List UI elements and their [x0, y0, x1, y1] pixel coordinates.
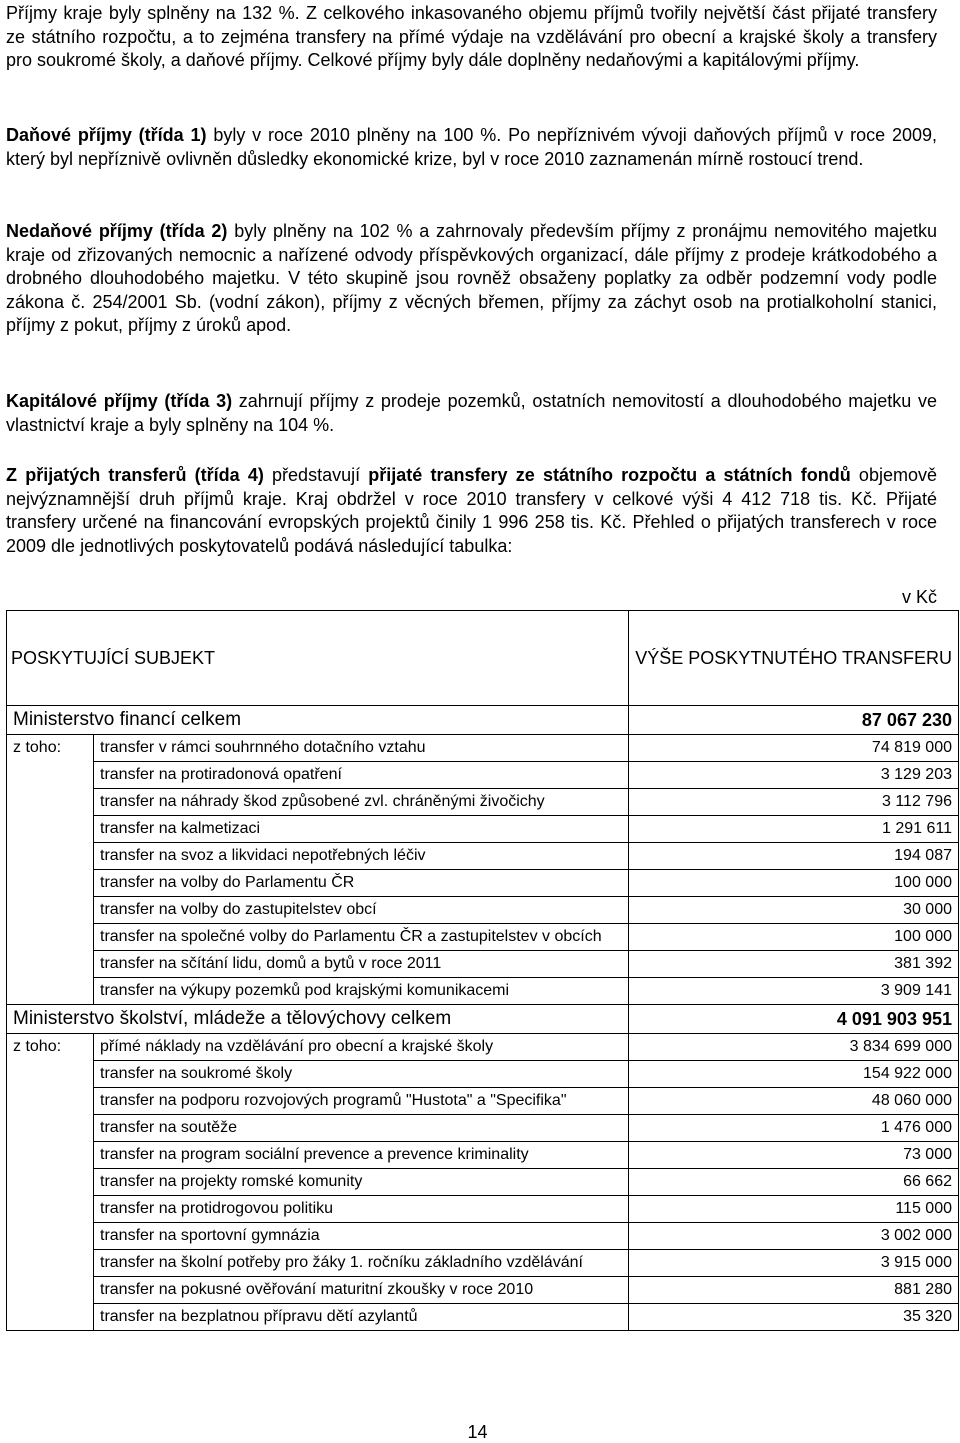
transfer-label: transfer na pokusné ověřování maturitní zkoušky v roce 2010	[94, 1277, 629, 1304]
tax-income-text: byly v roce 2010 plněny na 100 %. Po nepříznivém vývoji daňových příjmů v roce 2009, který byl nepříznivě ovlivněn důsledky ekonomické krize, byl v roce 2010 zaznamenán mírně rostoucí trend.	[6, 125, 937, 169]
group-total-row	[7, 706, 959, 735]
transfer-label: transfer na školní potřeby pro žáky 1. ročníku základního vzdělávání	[94, 1250, 629, 1277]
table-row	[7, 735, 959, 762]
group-name: Ministerstvo financí celkem	[7, 706, 629, 735]
transfer-label: transfer na náhrady škod způsobené zvl. chráněnými živočichy	[94, 789, 629, 816]
group-total-row	[7, 1005, 959, 1034]
transfer-amount: 3 834 699 000	[629, 1034, 959, 1061]
group-total: 87 067 230	[629, 706, 959, 735]
table-row	[7, 870, 959, 897]
transfer-amount: 3 915 000	[629, 1250, 959, 1277]
transfer-label: transfer na volby do Parlamentu ČR	[94, 870, 629, 897]
transfer-amount: 1 291 611	[629, 816, 959, 843]
currency-unit: v Kč	[901, 587, 937, 607]
transfers-table	[6, 610, 959, 1331]
transfer-amount: 66 662	[629, 1169, 959, 1196]
table-row	[7, 1223, 959, 1250]
z-toho-cell: z toho:	[7, 1034, 94, 1331]
tax-income-heading: Daňové příjmy (třída 1)	[6, 125, 207, 145]
transfer-label: transfer na bezplatnou přípravu dětí azylantů	[94, 1304, 629, 1331]
transfer-amount: 73 000	[629, 1142, 959, 1169]
nontax-income-text: byly plněny na 102 % a zahrnovaly především příjmy z pronájmu nemovitého majetku kraje od zřizovaných nemocnic a nařízené odvody příspěvkových organizací, dále příjmy z prodeje krátkodobého a drobného dlouhodobého majetku. V této skupině jsou rovněž obsaženy poplatky za odběr podzemní vody podle zákona č. 254/2001 Sb. (vodní zákon), příjmy z věcných břemen, příjmy za záchyt osob na protialkoholní stanici, příjmy z pokut, příjmy z úroků apod.	[6, 221, 937, 335]
transfer-label: transfer na sportovní gymnázia	[94, 1223, 629, 1250]
transfer-label: transfer na projekty romské komunity	[94, 1169, 629, 1196]
transfer-label: transfer na program sociální prevence a prevence kriminality	[94, 1142, 629, 1169]
table-row	[7, 843, 959, 870]
transfer-label: transfer na podporu rozvojových programů "Hustota" a "Specifika"	[94, 1088, 629, 1115]
transfer-label: přímé náklady na vzdělávání pro obecní a krajské školy	[94, 1034, 629, 1061]
table-row	[7, 1304, 959, 1331]
group-total: 4 091 903 951	[629, 1005, 959, 1034]
paragraph-nontax-income	[6, 220, 937, 338]
table-row	[7, 1088, 959, 1115]
table-header-row	[7, 611, 959, 706]
transfer-amount: 100 000	[629, 870, 959, 897]
transfers-text-mid: představují	[263, 465, 369, 485]
table-row	[7, 1115, 959, 1142]
paragraph-tax-income	[6, 124, 937, 171]
transfer-label: transfer v rámci souhrnného dotačního vztahu	[94, 735, 629, 762]
table-row	[7, 1169, 959, 1196]
transfer-amount: 3 129 203	[629, 762, 959, 789]
transfer-amount: 881 280	[629, 1277, 959, 1304]
z-toho-cell: z toho:	[7, 735, 94, 1005]
table-row	[7, 978, 959, 1005]
transfer-amount: 3 112 796	[629, 789, 959, 816]
table-row	[7, 1142, 959, 1169]
transfer-amount: 3 909 141	[629, 978, 959, 1005]
transfer-label: transfer na volby do zastupitelstev obcí	[94, 897, 629, 924]
transfer-label: transfer na protiradonová opatření	[94, 762, 629, 789]
paragraph-capital-income	[6, 390, 937, 437]
transfer-amount: 3 002 000	[629, 1223, 959, 1250]
table-row	[7, 1250, 959, 1277]
transfer-label: transfer na společné volby do Parlamentu ČR a zastupitelstev v obcích	[94, 924, 629, 951]
transfer-amount: 74 819 000	[629, 735, 959, 762]
table-row	[7, 816, 959, 843]
transfers-text: objemově nejvýznamnější druh příjmů kraje. Kraj obdržel v roce 2010 transfery v celkové výši 4 412 718 tis. Kč. Přijaté transfery určené na financování evropských projektů činily 1 996 258 tis. Kč. Přehled o přijatých transferech v roce 2009 dle jednotlivých poskytovatelů podává následující tabulka:	[6, 465, 937, 556]
table-row	[7, 762, 959, 789]
transfer-label: transfer na soukromé školy	[94, 1061, 629, 1088]
table-row	[7, 789, 959, 816]
transfers-heading: Z přijatých transferů (třída 4)	[6, 465, 264, 485]
transfer-label: transfer na protidrogovou politiku	[94, 1196, 629, 1223]
paragraph-transfers	[6, 464, 937, 558]
table-row	[7, 951, 959, 978]
table-row	[7, 1061, 959, 1088]
table-row	[7, 1034, 959, 1061]
transfers-heading-2: přijaté transfery ze státního rozpočtu a státních fondů	[368, 465, 851, 485]
header-subject: POSKYTUJÍCÍ SUBJEKT	[7, 611, 629, 706]
page-number: 14	[467, 1422, 488, 1442]
transfer-label: transfer na svoz a likvidaci nepotřebných léčiv	[94, 843, 629, 870]
capital-income-text: zahrnují příjmy z prodeje pozemků, ostatních nemovitostí a dlouhodobého majetku ve vlastnictví kraje a byly splněny na 104 %.	[6, 391, 937, 435]
transfer-amount: 48 060 000	[629, 1088, 959, 1115]
transfer-label: transfer na výkupy pozemků pod krajskými komunikacemi	[94, 978, 629, 1005]
transfer-amount: 100 000	[629, 924, 959, 951]
transfer-label: transfer na soutěže	[94, 1115, 629, 1142]
table-row	[7, 897, 959, 924]
transfer-label: transfer na kalmetizaci	[94, 816, 629, 843]
transfer-amount: 381 392	[629, 951, 959, 978]
transfer-amount: 1 476 000	[629, 1115, 959, 1142]
transfer-amount: 35 320	[629, 1304, 959, 1331]
table-row	[7, 1277, 959, 1304]
transfer-amount: 154 922 000	[629, 1061, 959, 1088]
header-amount: VÝŠE POSKYTNUTÉHO TRANSFERU	[629, 611, 959, 706]
capital-income-heading: Kapitálové příjmy (třída 3)	[6, 391, 233, 411]
group-name: Ministerstvo školství, mládeže a tělovýchovy celkem	[7, 1005, 629, 1034]
table-row	[7, 1196, 959, 1223]
paragraph-income-summary: Příjmy kraje byly splněny na 132 %. Z celkového inkasovaného objemu příjmů tvořily největší část přijaté transfery ze státního rozpočtu, a to zejména transfery na přímé výdaje na vzdělávání pro obecní a krajské školy a transfery pro soukromé školy, a daňové příjmy. Celkové příjmy byly dále doplněny nedaňovými a kapitálovými příjmy.	[6, 3, 937, 70]
nontax-income-heading: Nedaňové příjmy (třída 2)	[6, 221, 228, 241]
table-row	[7, 924, 959, 951]
transfer-label: transfer na sčítání lidu, domů a bytů v roce 2011	[94, 951, 629, 978]
transfer-amount: 194 087	[629, 843, 959, 870]
transfer-amount: 115 000	[629, 1196, 959, 1223]
transfer-amount: 30 000	[629, 897, 959, 924]
